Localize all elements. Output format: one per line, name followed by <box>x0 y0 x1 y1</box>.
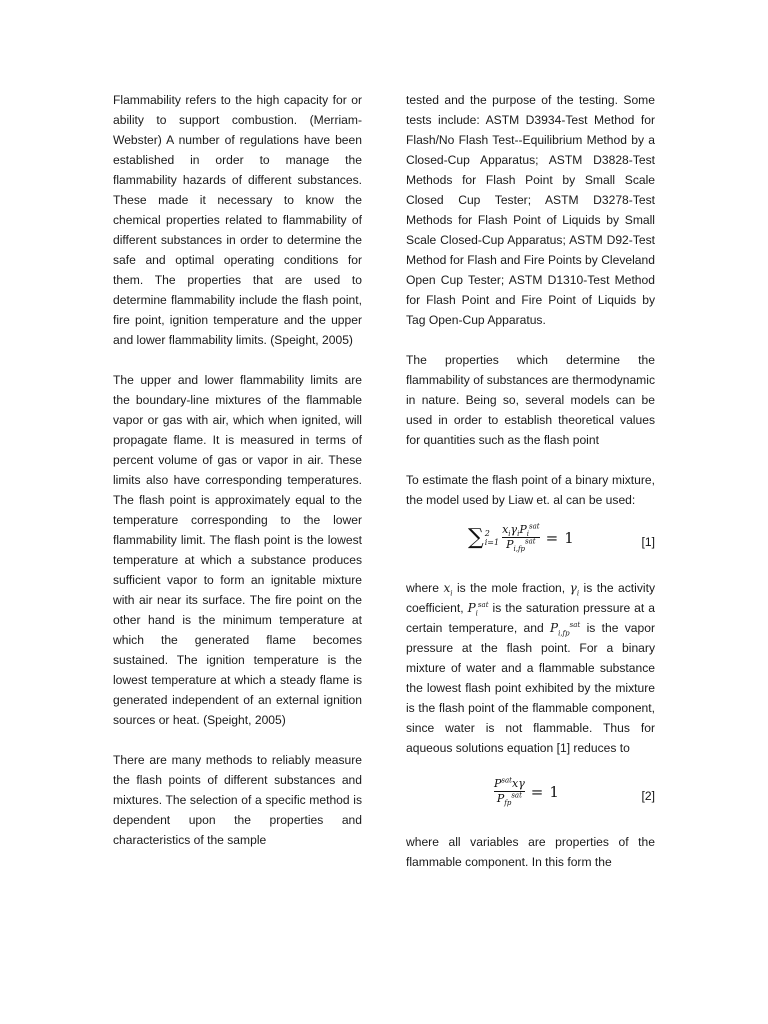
paragraph-variable-definitions: where $x_i$ is the mole fraction, $\gamma_i$ is the activity coefficient, $P_i^{sat}$ is the saturation pressure at a certain temperature, and $P_{i,fp}^{sat}$ is the vapor pressure at the flash point. For a binary mixture of water and a flammable substance the lowest flash point exhibited by the mixture is the flash point of the flammable component, since water is not flammable. Thus for aqueous solutions equation [1] reduces to <box>406 581 655 755</box>
equation-1 <box>406 524 655 564</box>
equation-1-number: [1] <box>641 535 655 549</box>
equation-2 <box>406 778 655 818</box>
paragraph-astm-tests: tested and the purpose of the testing. Some tests include: ASTM D3934-Test Method for Flash/No Flash Test--Equilibrium Method by a Closed-Cup Apparatus; ASTM D3828-Test Methods for Flash Point by Small Scale Closed Cup Tester; ASTM D3278-Test Methods for Flash Point of Liquids by Small Scale Closed-Cup Apparatus; ASTM D92-Test Method for Flash and Fire Points by Cleveland Open Cup Tester; ASTM D1310-Test Method for Flash Point and Fire Point of Liquids by Tag Open-Cup Apparatus. <box>406 93 655 327</box>
paragraph-flammable-component: where all variables are properties of the flammable component. In this form the <box>406 835 655 869</box>
paragraph-measurement-methods: There are many methods to reliably measure the flash points of different substances and mixtures. The selection of a specific method is dependent upon the properties and characteristics of the sample <box>113 753 362 847</box>
equation-2-formula: $\frac{P^{sat}x\gamma}{P_{fp}^{sat}}$ = 1 <box>494 776 559 808</box>
paragraph-liaw-model-intro: To estimate the flash point of a binary mixture, the model used by Liaw et. al can be used: <box>406 473 655 507</box>
paragraph-flammability-limits: The upper and lower flammability limits are the boundary-line mixtures of the flammable vapor or gas with air, which when ignited, will propagate flame. It is measured in terms of percent volume of gas or vapor in air. These limits also have corresponding temperatures. The flash point is approximately equal to the temperature corresponding to the lower flammability limit. The flash point is the lowest temperature at which a substance produces sufficient vapor to form an ignitable mixture with air near its surface. The fire point on the other hand is the minimum temperature at which the generated flame becomes sustained. The ignition temperature is the lowest temperature at which a steady flame is generated independent of an external ignition sources or heat. (Speight, 2005) <box>113 373 362 727</box>
left-column <box>113 90 362 870</box>
equation-2-number: [2] <box>641 789 655 803</box>
paragraph-thermodynamic-models: The properties which determine the flammability of substances are thermodynamic in nature. Being so, several models can be used in order to establish theoretical values for quantities such as the flash point <box>406 353 655 447</box>
paragraph-flammability-definition: Flammability refers to the high capacity for or ability to support combustion. (Merriam-Webster) A number of regulations have been established in order to manage the flammability hazards of different substances. These made it necessary to know the chemical properties related to flammability of different substances in order to determine the safe and optimal operating conditions for them. The properties that are used to determine flammability include the flash point, fire point, ignition temperature and the upper and lower flammability limits. (Speight, 2005) <box>113 93 362 347</box>
equation-1-formula: ∑ 2 i=1 $\frac{x_i\gamma_iP_i^{sat}}{P_{i,fp}^{sat}}$ = 1 <box>468 522 574 554</box>
right-column <box>406 90 655 892</box>
